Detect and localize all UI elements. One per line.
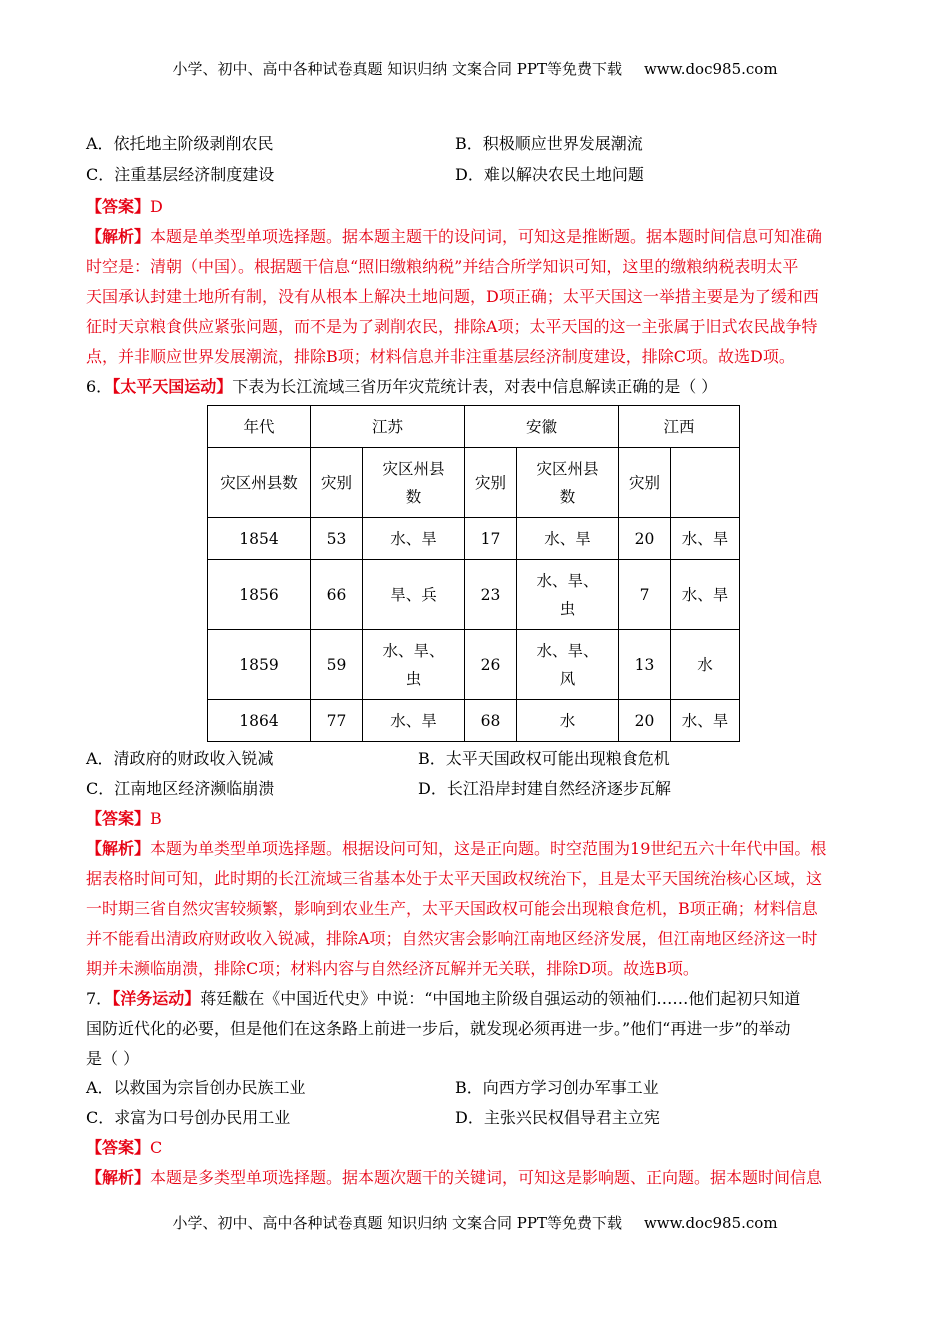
value-cell: [517, 630, 619, 700]
q7-option-c: C．求富为口号创办民用工业: [86, 1108, 291, 1127]
q6-stem: [86, 374, 717, 397]
q7-answer-value: C: [150, 1138, 163, 1157]
q6-analysis-line-2: 据表格时间可知，此时期的长江流域三省基本处于太平天国政权统治下，且是太平天国统治核心区域，这: [86, 869, 823, 888]
header-cell: 灾别: [311, 448, 363, 518]
value-cell: 20: [619, 518, 671, 560]
cell-line: 水、旱、: [536, 571, 599, 590]
cell-line: 水、旱、: [536, 641, 599, 660]
q5-option-d: D．难以解决农民土地问题: [455, 165, 644, 184]
q7-stem-text: 蒋廷黻在《中国近代史》中说：“中国地主阶级自强运动的领袖们……他们起初只知道: [200, 989, 801, 1008]
header-cell-line: 数: [559, 487, 576, 506]
header-cell-line: 灾区州县: [536, 459, 599, 478]
q6-analysis-label: 【解析】: [86, 839, 151, 858]
q7-option-d: D．主张兴民权倡导君主立宪: [455, 1108, 660, 1127]
value-cell: 水、旱: [363, 700, 465, 742]
header-cell: 年代: [208, 406, 311, 448]
value-cell: 水、旱: [517, 518, 619, 560]
value-cell: 水: [517, 700, 619, 742]
q6-option-a: A．清政府的财政收入锐减: [86, 749, 274, 768]
value-cell: 旱、兵: [363, 560, 465, 630]
header-cell: 灾别: [619, 448, 671, 518]
q7-stem-line-1: [86, 986, 800, 1009]
q6-answer-value: B: [150, 809, 162, 828]
table-row: [208, 630, 740, 700]
header-cell-line: 数: [405, 487, 422, 506]
q6-option-c: C．江南地区经济濒临崩溃: [86, 779, 275, 798]
header-cell-line: 灾区州县: [382, 459, 445, 478]
value-cell: 水: [671, 630, 740, 700]
value-cell: 66: [311, 560, 363, 630]
year-cell: 1864: [208, 700, 311, 742]
table-row: [208, 518, 740, 560]
header-text: 小学、初中、高中各种试卷真题 知识归纳 文案合同 PPT等免费下载: [172, 60, 622, 78]
q5-answer-value: D: [150, 197, 163, 216]
value-cell: 26: [465, 630, 517, 700]
q5-analysis-line-4: 征时天京粮食供应紧张问题，而不是为了剥削农民，排除A项；太平天国的这一主张属于旧式农民战争特: [86, 317, 818, 336]
table-header-row-1: [208, 406, 740, 448]
q7-stem-line-3: 是（ ）: [86, 1049, 140, 1068]
value-cell: 13: [619, 630, 671, 700]
header-cell: [671, 448, 740, 518]
q7-analysis-label: 【解析】: [86, 1168, 151, 1187]
q5-option-c: C．注重基层经济制度建设: [86, 165, 275, 184]
year-cell: 1859: [208, 630, 311, 700]
year-cell: 1854: [208, 518, 311, 560]
q6-answer: [86, 806, 162, 829]
q6-option-d: D．长江沿岸封建自然经济逐步瓦解: [418, 779, 671, 798]
q5-option-a: A．依托地主阶级剥削农民: [86, 134, 274, 153]
header-cell: 江苏: [311, 406, 465, 448]
q7-topic-tag: 【洋务运动】: [112, 989, 201, 1008]
cell-line: 虫: [559, 599, 576, 618]
value-cell: 水、旱: [671, 518, 740, 560]
q5-answer-label: 【答案】: [86, 197, 151, 216]
table-row: [208, 700, 740, 742]
q7-answer: [86, 1135, 162, 1158]
q6-analysis-line-5: 期并未濒临崩溃，排除C项；材料内容与自然经济瓦解并无关联，排除D项。故选B项。: [86, 959, 699, 978]
header-cell: 灾区州县数: [208, 448, 311, 518]
header-cell: [517, 448, 619, 518]
value-cell: 77: [311, 700, 363, 742]
q6-analysis-text: 本题为单类型单项选择题。根据设问可知，这是正向题。时空范围为19世纪五六十年代中国。根: [150, 839, 827, 858]
q6-number: 6．: [86, 377, 113, 396]
header-cell: [363, 448, 465, 518]
header-site-link[interactable]: www.doc985.com: [643, 60, 778, 78]
value-cell: [363, 630, 465, 700]
q7-analysis-line-1: [86, 1165, 822, 1188]
footer-text: 小学、初中、高中各种试卷真题 知识归纳 文案合同 PPT等免费下载: [172, 1214, 622, 1232]
table-header-row-2: [208, 448, 740, 518]
value-cell: 水、旱: [671, 560, 740, 630]
q7-analysis-text: 本题是多类型单项选择题。据本题次题干的关键词，可知这是影响题、正向题。据本题时间信息: [150, 1168, 823, 1187]
page-footer: [0, 1212, 950, 1233]
footer-site-link[interactable]: www.doc985.com: [643, 1214, 778, 1232]
q5-analysis-line-5: 点，并非顺应世界发展潮流，排除B项；材料信息并非注重基层经济制度建设，排除C项。故选D项。: [86, 347, 795, 366]
q5-analysis-line-1: [86, 224, 822, 247]
year-cell: 1856: [208, 560, 311, 630]
cell-line: 虫: [405, 669, 422, 688]
q7-number: 7．: [86, 989, 113, 1008]
cell-line: 水、旱、: [382, 641, 445, 660]
header-cell: 安徽: [465, 406, 619, 448]
q5-option-b: B．积极顺应世界发展潮流: [455, 134, 643, 153]
disaster-statistics-table: [207, 405, 740, 742]
value-cell: 23: [465, 560, 517, 630]
q6-option-b: B．太平天国政权可能出现粮食危机: [418, 749, 670, 768]
value-cell: 59: [311, 630, 363, 700]
q5-analysis-line-2: 时空是：清朝（中国）。根据题干信息“照旧缴粮纳税”并结合所学知识可知，这里的缴粮纳税表明太平: [86, 257, 799, 276]
value-cell: 20: [619, 700, 671, 742]
value-cell: 7: [619, 560, 671, 630]
value-cell: 水、旱: [363, 518, 465, 560]
header-cell: 江西: [619, 406, 740, 448]
q6-analysis-line-3: 一时期三省自然灾害较频繁，影响到农业生产，太平天国政权可能会出现粮食危机，B项正确；材料信息: [86, 899, 818, 918]
cell-line: 风: [559, 669, 576, 688]
q6-topic-tag: 【太平天国运动】: [112, 377, 233, 396]
value-cell: 53: [311, 518, 363, 560]
page-header: [0, 58, 950, 79]
value-cell: [517, 560, 619, 630]
header-cell: 灾别: [465, 448, 517, 518]
q7-option-b: B．向西方学习创办军事工业: [455, 1078, 659, 1097]
q7-answer-label: 【答案】: [86, 1138, 151, 1157]
q5-analysis-line-3: 天国承认封建土地所有制，没有从根本上解决土地问题，D项正确；太平天国这一举措主要是为了缓和西: [86, 287, 819, 306]
q7-option-a: A．以救国为宗旨创办民族工业: [86, 1078, 306, 1097]
q6-analysis-line-1: [86, 836, 826, 859]
value-cell: 68: [465, 700, 517, 742]
q6-stem-text: 下表为长江流域三省历年灾荒统计表，对表中信息解读正确的是（ ）: [232, 377, 718, 396]
table-row: [208, 560, 740, 630]
value-cell: 水、旱: [671, 700, 740, 742]
q5-analysis-label: 【解析】: [86, 227, 151, 246]
value-cell: 17: [465, 518, 517, 560]
q6-answer-label: 【答案】: [86, 809, 151, 828]
q5-answer: [86, 194, 163, 217]
q7-stem-line-2: 国防近代化的必要，但是他们在这条路上前进一步后，就发现必须再进一步。”他们“再进一步”的举动: [86, 1019, 791, 1038]
q6-analysis-line-4: 并不能看出清政府财政收入锐减，排除A项；自然灾害会影响江南地区经济发展，但江南地区经济这一时: [86, 929, 818, 948]
q5-analysis-text: 本题是单类型单项选择题。据本题主题干的设问词，可知这是推断题。据本题时间信息可知准确: [150, 227, 823, 246]
